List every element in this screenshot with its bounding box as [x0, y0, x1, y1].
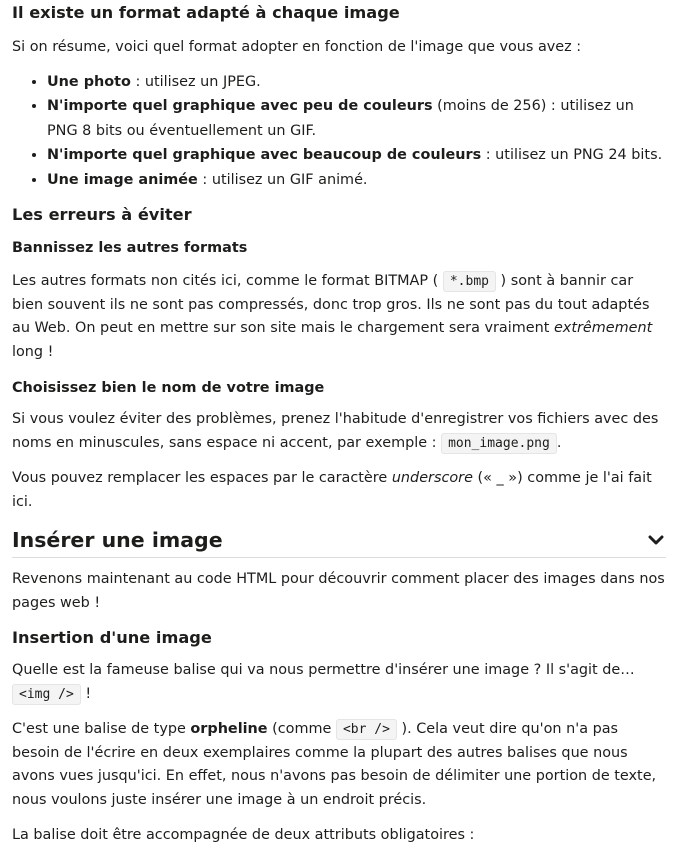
inline-code: *.bmp: [443, 271, 496, 292]
text: (comme: [267, 721, 336, 737]
text: !: [80, 685, 92, 702]
formats-intro: Si on résume, voici quel format adopter en fonction de l'image que vous avez :: [12, 39, 582, 55]
section-title-errors: Les erreurs à éviter: [12, 205, 192, 224]
text: Vous pouvez remplacer les espaces par le caractère: [12, 470, 392, 486]
inline-code: mon_image.png: [441, 433, 557, 454]
text: long !: [12, 343, 54, 360]
underscore-paragraph: [12, 467, 666, 514]
formats-list: [12, 70, 666, 193]
subsection-title-filename: Choisissez bien le nom de votre image: [12, 380, 325, 396]
filename-paragraph: [12, 408, 666, 455]
list-item: [47, 70, 666, 95]
text: Les autres formats non cités ici, comme le format BITMAP (: [12, 273, 443, 289]
bold-term: orpheline: [190, 721, 268, 737]
text: Si vous voulez éviter des problèmes, prenez l'habitude d'enregistrer vos fichiers avec des noms en minuscules, sans espace ni accent, par exemple :: [12, 411, 659, 451]
list-item-text: : utilisez un JPEG.: [130, 73, 261, 90]
article-content: [0, 2, 678, 848]
section-title-insert-image: Insérer une image: [12, 528, 223, 552]
chevron-down-icon[interactable]: [646, 530, 666, 550]
text: .: [556, 434, 562, 451]
list-item-label: N'importe quel graphique avec peu de couleurs: [47, 98, 433, 114]
insert-intro: Revenons maintenant au code HTML pour découvrir comment placer des images dans nos pages web !: [12, 571, 665, 611]
list-item: [47, 94, 666, 143]
text: ). Cela veut dire qu'on n'a pas besoin de l'écrire en deux exemplaires comme la plupart des autres balises que nous avons vues jusqu'ici. En effet, nous n'avons pas besoin de délimiter une portion de texte, nous voulons juste insérer une image à un endroit précis.: [12, 721, 657, 808]
list-item-label: N'importe quel graphique avec beaucoup de couleurs: [47, 147, 482, 163]
img-tag-paragraph: [12, 659, 666, 706]
text: Quelle est la fameuse balise qui va nous permettre d'insérer une image ? Il s'agit de…: [12, 662, 635, 678]
inline-code: <img />: [12, 684, 81, 705]
list-item-label: Une photo: [47, 73, 131, 90]
chevron-down-icon-graphic: [648, 535, 664, 546]
emphasis: underscore: [391, 470, 473, 486]
list-item-text: : utilisez un PNG 24 bits.: [481, 147, 663, 163]
text: ) sont à bannir car bien souvent ils ne sont pas compressés, donc trop gros. Ils ne sont pas du tout adaptés au Web. On peut en mettre sur son site mais le chargement sera vraiment: [12, 273, 650, 336]
list-item: [47, 168, 666, 193]
list-item-text: : utilisez un GIF animé.: [197, 171, 368, 188]
section-header-insert-image[interactable]: [12, 526, 666, 558]
text: C'est une balise de type: [12, 721, 191, 737]
emphasis: extrêmement: [553, 320, 653, 336]
subsection-title-insertion: Insertion d'une image: [12, 628, 212, 647]
list-item-label: Une image animée: [47, 171, 198, 188]
text: (« _ ») comme je l'ai fait ici.: [12, 470, 652, 510]
bitmap-paragraph: [12, 270, 666, 364]
subsection-title-formats: Bannissez les autres formats: [12, 240, 248, 256]
list-item-text: (moins de 256) : utilisez un PNG 8 bits ou éventuellement un GIF.: [47, 98, 634, 139]
orphan-tag-paragraph: [12, 718, 666, 812]
list-item: [47, 143, 666, 168]
section-title-formats: Il existe un format adapté à chaque image: [12, 3, 400, 22]
inline-code: <br />: [336, 719, 397, 740]
attributes-paragraph: La balise doit être accompagnée de deux attributs obligatoires :: [12, 827, 475, 843]
